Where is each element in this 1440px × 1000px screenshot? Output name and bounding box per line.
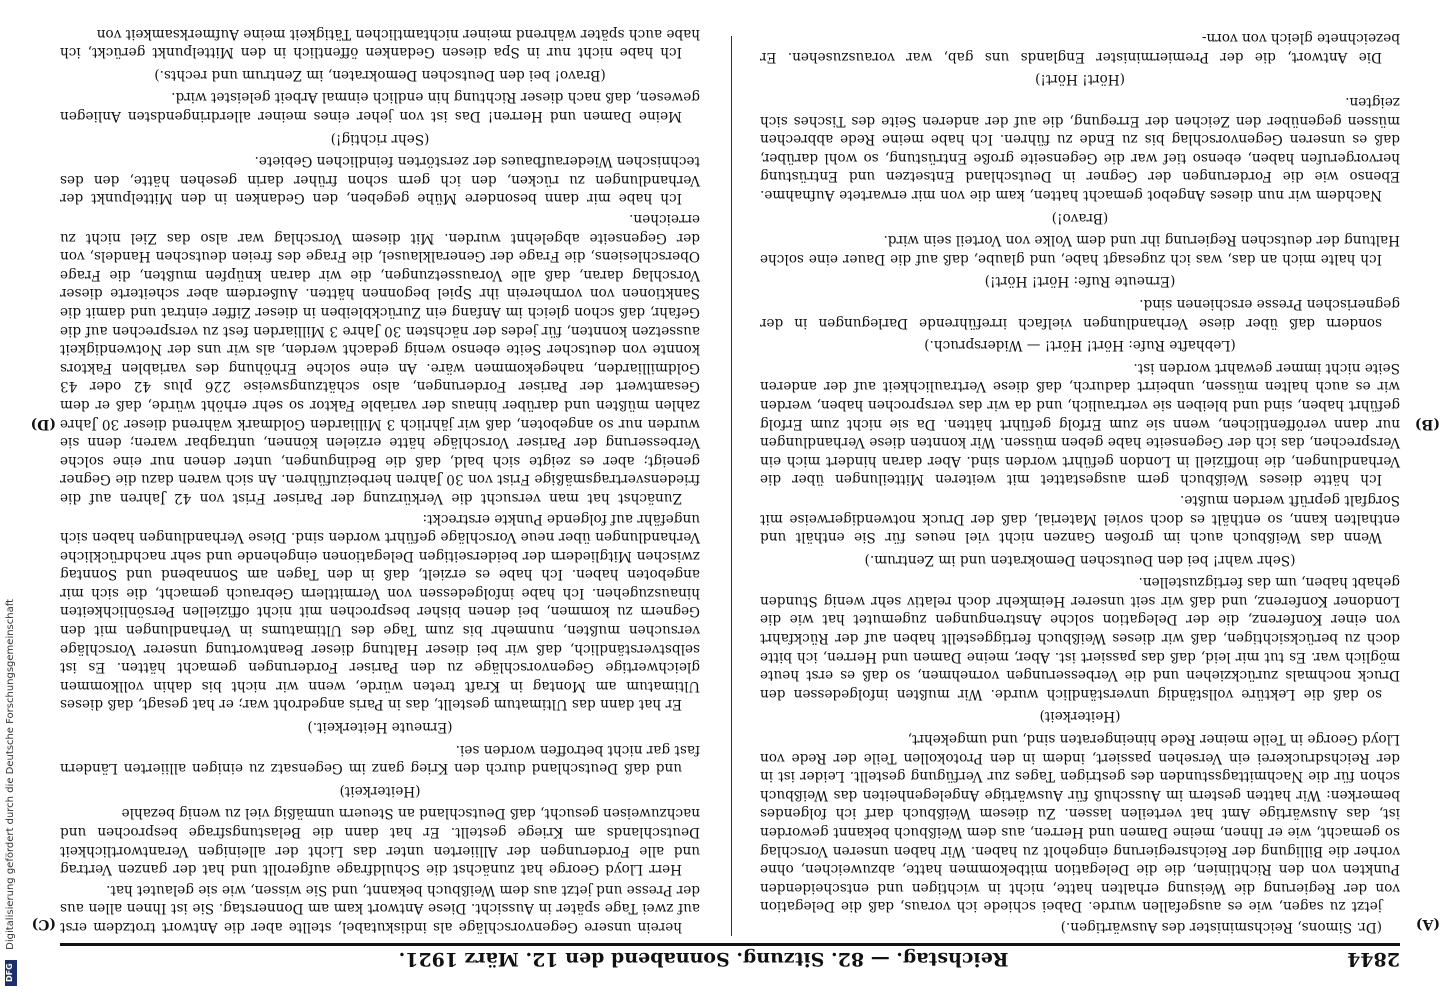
paragraph: Zunächst hat man versucht die Verkürzung der Pariser Frist von 42 Jahren auf die friedensvertragsmäßige Frist von 30 Jahren herbeizuführen. An sich waren dazu die Gegner geneigt; aber es zeigte sich bald, daß die Bedingungen, unter denen nur eine solche Verbesserung der Pariser Vorschläge hätte erzielen können, untragbar waren; denn sie wurden nur so angeboten, daß wir jährlich 3 Milliarden Goldmark während dieser 30 Jahre zahlen müßten und darüber hinaus der variable Faktor so sehr erhöht würde, daß er dem Gesamtwert der Pariser Forderungen, also schätzungsweise 226 plus 42 oder 43 Goldmilliarden, nahegekommen wäre. An eine solche Erhöhung des variablen Faktors konnte von deutscher Seite ebenso wenig gedacht werden, als wir uns der Notwendigkeit aussetzen konnten, für jedes der nächsten 30 Jahre 3 Milliarden fest zu versprechen auf die Gefahr, daß schon gleich im Anfang ein Zurückbleiben in dieser Ziffer eintrat und damit die Sanktionen von vornherein ihr Spiel begonnen hätten. Außerdem aber scheiterte dieser Vorschlag daran, daß alle Voraussetzungen, die wir daran knüpfen mußten, die Frage Oberschlesiens, die Frage der Generalklausel, die Frage des freien deutschen Handels, von der Gegenseite abgelehnt wurden. Mit diesem Vorschlag war also das Ziel nicht zu erreichen. bbox=[60, 211, 700, 506]
paragraph: Meine Damen und Herren! Das ist von jeher eines meiner allerdringendsten Anliegen gewesen, daß nach dieser Richtung hin endlich einmal Arbeit geleistet wird. bbox=[60, 89, 700, 125]
right-column bbox=[60, 25, 700, 936]
page-content-rotated bbox=[30, 25, 1440, 972]
interjection: (Bravo! bei den Deutschen Demokraten, im Zentrum und rechts.) bbox=[154, 66, 606, 83]
paragraph: sondern daß über diese Verhandlungen vielfach irreführende Darlegungen in der gegnerischen Presse erschienen sind. bbox=[760, 296, 1400, 331]
paragraph: Nachdem wir nun dieses Angebot gemacht hatten, kam die von mir erwartete Aufnahme. Ebenso wie die Forderungen der Gegner in Deutschland Entsetzen und Entrüstung hervorgerufen haben, ebenso tief war die Gegenseite große Entrüstung, so wohl darüber, daß es unseren Gegenvorschlag bis zu Ende zu führen. Ich habe meine Rede abbrechen müssen gegenüber den Zeichen der Erregung, die auf der anderen Seite des Tisches sich zeigten. bbox=[760, 94, 1400, 204]
paragraph: Ich halte mich an das, was ich zugesagt habe, und glaube, daß auf die Dauer eine solche Haltung der deutschen Regierung ihr und dem Volke von Vorteil sein wird. bbox=[760, 232, 1400, 267]
paragraph: Herr Lloyd George hat zunächst die Schuldfrage aufgerollt und hat der ganzen Vertrag und alle Forderungen der Alliierten unter das Licht der alleinigen Verantwortlichkeit Deutschlands am Kriege gestellt. Er hat dann die Belastungsfrage besprochen und nachzuweisen gesucht, daß Deutschland an Steuern unmäßig viel zu wenig bezahle bbox=[60, 805, 700, 878]
interjection: (Erneute Rufe: Hört! Hört!) bbox=[984, 273, 1176, 290]
interjection: (Erneute Heiterkeit.) bbox=[307, 719, 453, 736]
paragraph: Ich hätte dieses Weißbuch gern ausgestattet mit weiteren Mitteilungen über die Verhandlungen, die inoffiziell in London geführt worden sind. Aber daran hindert mich ein Versprechen, das ich der Gegenseite habe geben müssen. Wir konnten diese Verhandlungen nur dann veröffentlichen, wenn sie zum Erfolg geführt hätten. Da sie nicht zum Erfolg geführt haben, sind und bleiben sie vertraulich, und da wir das versprochen haben, werden wir es auch halten müssen, unbeirrt dadurch, daß diese Vertraulichkeit auf der anderen Seite nicht immer gewahrt worden ist. bbox=[760, 359, 1400, 488]
interjection: (Sehr wahr! bei den Deutschen Demokraten und im Zentrum.) bbox=[864, 551, 1296, 568]
paragraph: so daß die Lektüre vollständig unverständlich wurde. Wir mußten infolgedessen den Druck nochmals zurückziehen und die Verbesserungen vornehmen, so daß es erst heute möglich war. Es tut mir leid, daß das passiert ist. Aber, meine Damen und Herren, ich bitte doch zu berücksichtigen, daß wir dieses Weißbuch fertiggestellt haben auf der Rückfahrt von einer Konferenz, die der Delegation solche Anstrengungen zugemutet hat wie die Londoner Konferenz, und daß wir seit unserer Heimkehr doch relativ sehr wenig Stunden gehabt haben, um das fertigzustellen. bbox=[760, 574, 1400, 702]
page-title: Reichstag. — 82. Sitzung. Sonnabend den 12. März 1921. bbox=[398, 948, 1009, 970]
paragraph: herein unsere Gegenvorschläge als indiskutabel, stellte aber die Antwort trotzdem erst auf zwei Tage später in Aussicht. Diese Antwort kam am Donnerstag. Sie ist Ihnen allen aus der Presse und jetzt aus dem Weißbuch bekannt, und Sie wissen, wie sie gelautet hat. bbox=[60, 881, 700, 935]
margin-mark-a: (A) bbox=[1415, 916, 1440, 932]
interjection: (Lebhafte Rufe: Hört! Hört! — Widerspruch.) bbox=[924, 337, 1236, 354]
interjection: (Sehr richtig!) bbox=[330, 130, 430, 147]
digitization-credit bbox=[4, 400, 18, 990]
paragraph: Ich habe nicht nur in Spa diesen Gedanken öffentlich in den Mittelpunkt gerückt, ich habe auch später während meiner nichtamtlichen Tätigkeit meine Aufmerksamkeit von bbox=[60, 25, 700, 61]
margin-mark-b: (B) bbox=[1414, 416, 1440, 432]
interjection: (Hört! Hört!) bbox=[1035, 71, 1125, 88]
page-number: 2844 bbox=[1347, 948, 1400, 970]
paragraph: Die Antwort, die der Premierminister Englands uns gab, war vorauszusehen. Er bezeichnete gleich von vorn- bbox=[760, 30, 1400, 65]
interjection: (Heiterkeit) bbox=[1039, 708, 1121, 725]
paragraph: Er hat dann das Ultimatum gestellt, das in Paris angedroht war; er hat gesagt, daß dieses Ultimatum am Montag in Kraft treten würde, wenn wir nicht bis dahin vollkommen gleichwertige Gegenvorschläge zu den Pariser Forderungen gemacht hätten. Es ist selbstverständlich, daß wir bei dieser Haltung dieser Beantwortung unserer Vorschläge versuchen mußten, nunmehr bis zum Tage des Ultimatums in Verhandlungen mit den Gegnern zu kommen, bei denen bisher besprochen mit nicht offiziellen Persönlichkeiten hinauszugehen. Ich habe infolgedessen von Vermittlern Gebrauch gemacht, die sich mir angeboten haben. Ich habe es erzielt, daß in den Tagen am Sonnabend und Sonntag zwischen Mitgliedern der beiderseitigen Delegationen eingehende und sehr nachdrückliche Verhandlungen über neue Vorschläge geführt worden sind. Diese Verhandlungen haben sich ungefähr auf folgende Punkte erstreckt: bbox=[60, 510, 700, 713]
paragraph: Ich habe mir dann besondere Mühe gegeben, den Gedanken in den Mittelpunkt der Verhandlungen zu rücken, den ich gern schon früher darin gesehen hätte, den des technischen Wiederaufbaues der zerstörten feindlichen Gebiete. bbox=[60, 153, 700, 207]
paragraph: und daß Deutschland durch den Krieg ganz im Gegensatz zu einigen alliierten Ländern fast gar nicht betroffen worden sei. bbox=[60, 741, 700, 777]
left-column bbox=[760, 30, 1400, 936]
interjection: (Heiterkeit) bbox=[339, 782, 421, 799]
credit-text: Digitalisierung gefördert durch die Deutsche Forschungsgemeinschaft bbox=[5, 599, 16, 950]
margin-mark-d: (D) bbox=[30, 416, 56, 432]
speaker-line: (Dr. Simons, Reichsminister des Auswärtigen.) bbox=[1060, 919, 1382, 935]
paragraph: Wenn das Weißbuch auch im großen Ganzen nicht viel neues für Sie enthält und enthalten kann, so enthält es doch soviel Material, daß der Druck notwendigerweise mit Sorgfalt geprüft werden mußte. bbox=[760, 491, 1400, 546]
margin-mark-c: (C) bbox=[31, 916, 56, 932]
interjection: (Bravo!) bbox=[1051, 209, 1109, 226]
page-header bbox=[60, 943, 1400, 972]
dfg-logo: DFG bbox=[5, 960, 17, 986]
column-divider bbox=[731, 36, 732, 936]
paragraph: jetzt zu sagen, wie es ausgefallen wurde. Dabei schiede ich voraus, daß die Delegation von der Regierung die Weisung erhalten hatte, nicht in wichtigen und entscheidenden Punkten von den Richtlinien, die die Delegation mitbekommen hatte, abzuweichen, ohne vorher die Billigung der Reichsregierung eingeholt zu haben. Wir haben unseren Vorschlag so gemacht, wie er Ihnen, meine Damen und Herren, aus dem Weißbuch bekannt geworden ist, das Auswärtige Amt hat verteilen lassen. Zu diesem Weißbuch darf ich folgendes bemerken: Wir hatten gestern im Ausschuß für Auswärtige Angelegenheiten das Weißbuch schon für die Nachmittagsstunden des gestrigen Tages zur Verfügung gestellt. Leider ist in der Reichsdruckerei ein Versehen passiert, indem in den Protokollen Teile der Rede von Lloyd George in Teile meiner Rede hineingeraten sind, und umgekehrt, bbox=[760, 731, 1400, 915]
